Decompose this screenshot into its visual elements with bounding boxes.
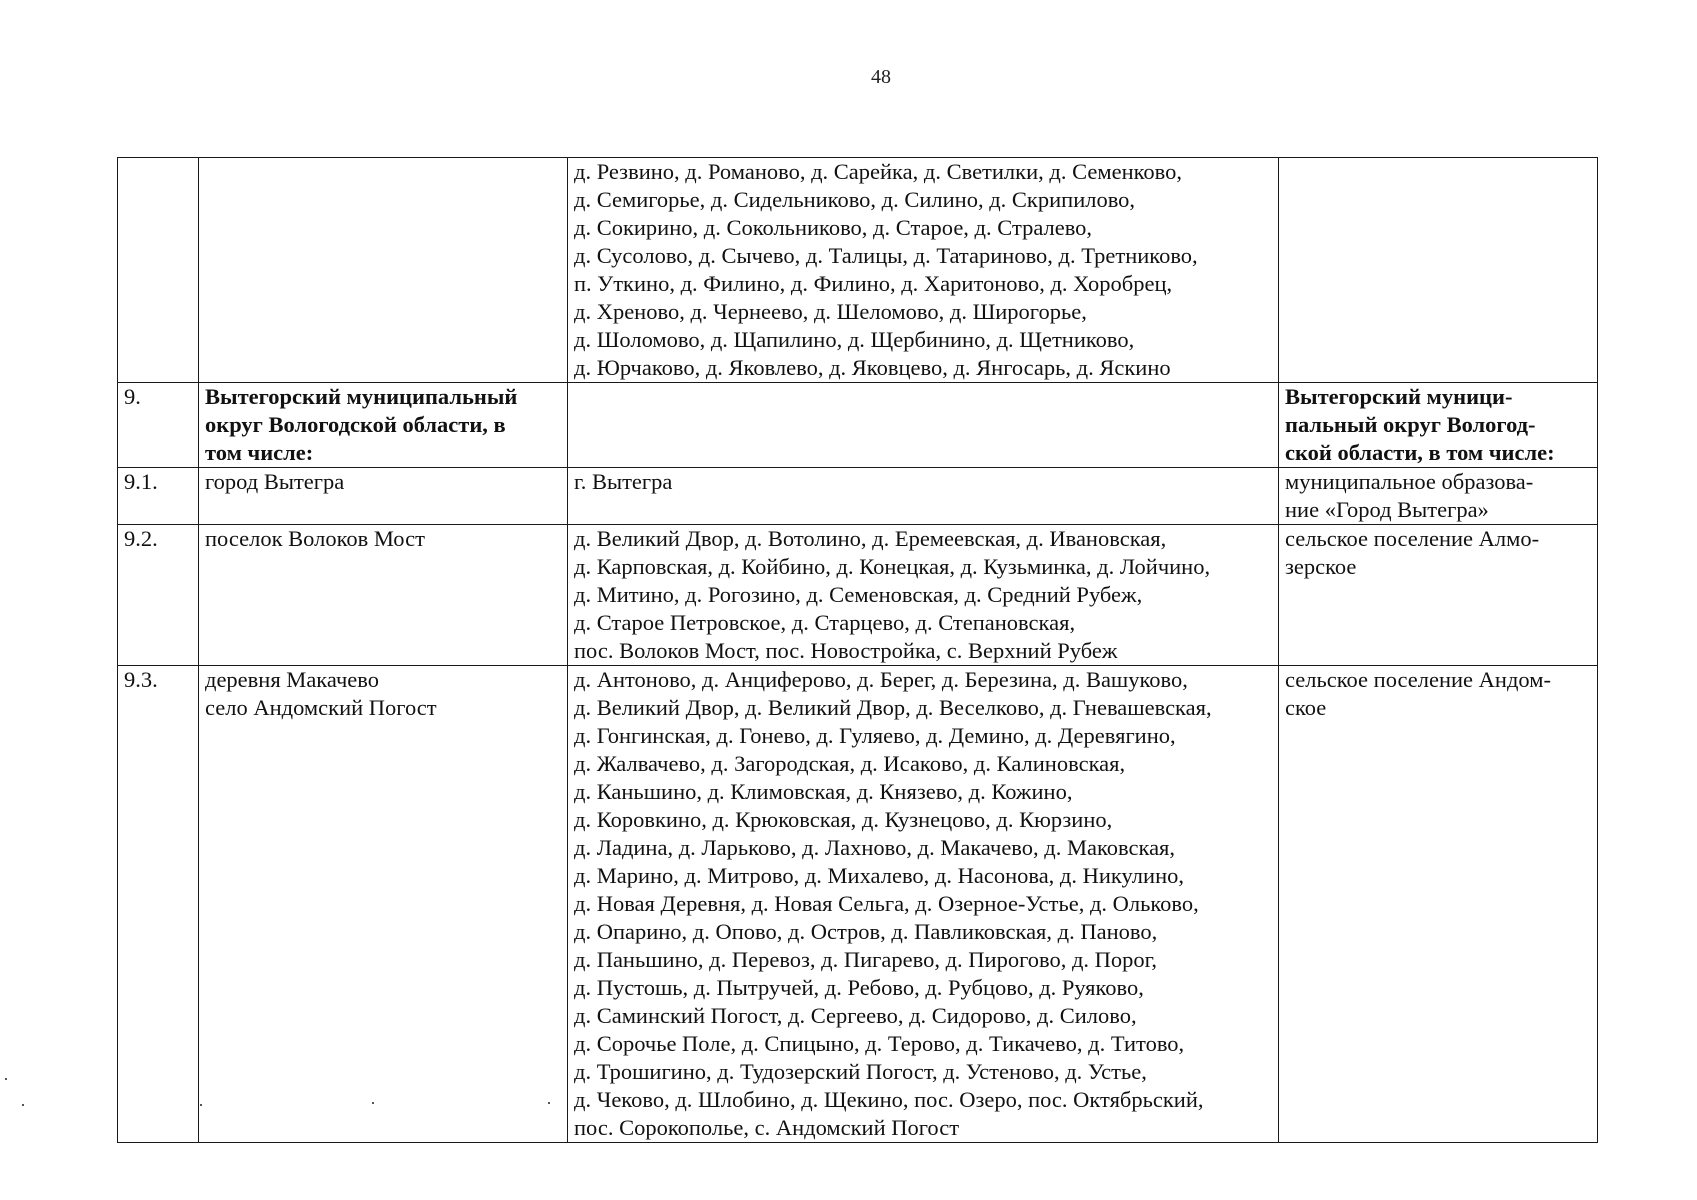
- scan-speck: [22, 1104, 24, 1106]
- scan-speck: [5, 1078, 7, 1080]
- settlements-cell: г. Вытегра: [568, 468, 1279, 525]
- page-number: 48: [871, 66, 891, 88]
- territory-name-cell: поселок Волоков Мост: [199, 525, 568, 666]
- table-row: [118, 383, 1598, 468]
- territory-name-cell: деревня Макачево село Андомский Погост: [199, 666, 568, 1143]
- municipality-cell: [1279, 158, 1598, 383]
- table-row: [118, 666, 1598, 1143]
- scan-speck: [200, 1104, 202, 1106]
- table-row: [118, 468, 1598, 525]
- territory-name-cell: [199, 158, 568, 383]
- scan-speck: [372, 1102, 374, 1104]
- row-number-cell: 9.2.: [118, 525, 199, 666]
- row-number-cell: [118, 158, 199, 383]
- row-number-cell: 9.3.: [118, 666, 199, 1143]
- settlements-table: [117, 157, 1598, 1143]
- territory-name-cell: Вытегорский муниципальный округ Вологодской области, в том числе:: [199, 383, 568, 468]
- row-number-cell: 9.1.: [118, 468, 199, 525]
- scan-speck: [548, 1102, 550, 1104]
- row-number-cell: 9.: [118, 383, 199, 468]
- settlements-cell: д. Антоново, д. Анциферово, д. Берег, д. Березина, д. Вашуково, д. Великий Двор, д. Великий Двор, д. Веселково, д. Гневашевская, д. Гонгинская, д. Гонево, д. Гуляево, д. Демино, д. Деревягино, д. Жалвачево, д. Загородская, д. Исаково, д. Калиновская, д. Каньшино, д. Климовская, д. Князево, д. Кожино, д. Коровкино, д. Крюковская, д. Кузнецово, д. Кюрзино, д. Ладина, д. Ларьково, д. Лахново, д. Макачево, д. Маковская, д. Марино, д. Митрово, д. Михалево, д. Насонова, д. Никулино, д. Новая Деревня, д. Новая Сельга, д. Озерное-Устье, д. Ольково, д. Опарино, д. Опово, д. Остров, д. Павликовская, д. Паново, д. Паньшино, д. Перевоз, д. Пигарево, д. Пирогово, д. Порог, д. Пустошь, д. Пытручей, д. Ребово, д. Рубцово, д. Руяково, д. Саминский Погост, д. Сергеево, д. Сидорово, д. Силово, д. Сорочье Поле, д. Спицыно, д. Терово, д. Тикачево, д. Титово, д. Трошигино, д. Тудозерский Погост, д. Устеново, д. Устье, д. Чеково, д. Шлобино, д. Щекино, пос. Озеро, пос. Октябрьский, пос. Сорокополье, с. Андомский Погост: [568, 666, 1279, 1143]
- municipality-cell: сельское поселение Алмо- зерское: [1279, 525, 1598, 666]
- settlements-cell: д. Великий Двор, д. Вотолино, д. Еремеевская, д. Ивановская, д. Карповская, д. Койбино, д. Конецкая, д. Кузьминка, д. Лойчино, д. Митино, д. Рогозино, д. Семеновская, д. Средний Рубеж, д. Старое Петровское, д. Старцево, д. Степановская, пос. Волоков Мост, пос. Новостройка, с. Верхний Рубеж: [568, 525, 1279, 666]
- settlements-cell: [568, 383, 1279, 468]
- settlements-cell: д. Резвино, д. Романово, д. Сарейка, д. Светилки, д. Семенково, д. Семигорье, д. Сидельниково, д. Силино, д. Скрипилово, д. Сокирино, д. Сокольниково, д. Старое, д. Стралево, д. Сусолово, д. Сычево, д. Талицы, д. Татариново, д. Третниково, п. Уткино, д. Филино, д. Филино, д. Харитоново, д. Хоробрец, д. Хреново, д. Чернеево, д. Шеломово, д. Широгорье, д. Шоломово, д. Щапилино, д. Щербинино, д. Щетниково, д. Юрчаково, д. Яковлево, д. Яковцево, д. Янгосарь, д. Яскино: [568, 158, 1279, 383]
- municipality-cell: сельское поселение Андом- ское: [1279, 666, 1598, 1143]
- municipality-cell: муниципальное образова- ние «Город Вытегра»: [1279, 468, 1598, 525]
- territory-name-cell: город Вытегра: [199, 468, 568, 525]
- table-row: [118, 525, 1598, 666]
- municipality-cell: Вытегорский муници- пальный округ Вологод- ской области, в том числе:: [1279, 383, 1598, 468]
- table-row: [118, 158, 1598, 383]
